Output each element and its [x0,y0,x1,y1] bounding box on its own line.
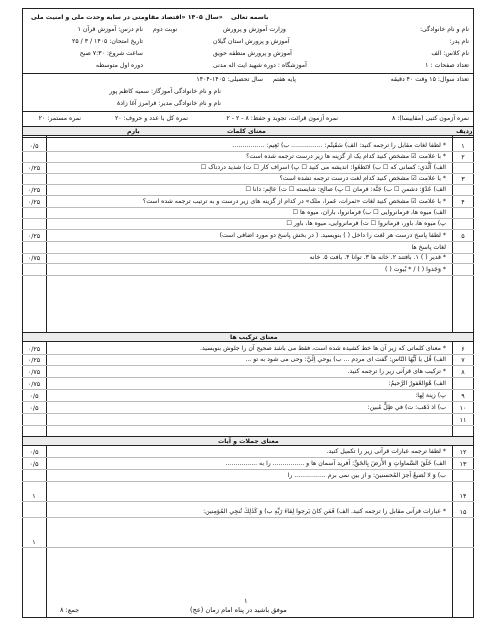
question-text: الف) عَدُوّ: دشمن ☐ ب) جَنَّة: فرمان ☐ پ) صالح: شایسته ☐ ت) عالِم: دانا ☐ [245,186,446,193]
question-number: ۲ [461,153,465,161]
row-divider [22,377,474,378]
question-score: ۰/۵ [29,404,39,412]
barom-header: بارم [127,128,140,135]
oral-score: نمره آزمون قرائت، تجوید و حفظ: ۸ - ۲ - ۲ [226,115,338,122]
question-number: ۱ [461,142,465,150]
row-divider [22,173,474,174]
column-title: معنای کلمات [227,128,266,135]
row-divider [22,457,474,458]
row-divider [22,517,474,518]
question-score: ۰/۵ [29,142,39,150]
father-name-label: نام پدر: [449,38,469,45]
question-score: ۰/۵ [29,392,39,400]
row-divider [22,207,474,208]
question-score: ۰/۷۵ [27,368,41,376]
question-text: * وَجَدوا ( ) / * بُیوت ( ) [384,266,446,273]
question-score: ۰/۲۵ [27,186,41,194]
question-text: * لطفا لغات مقابل را ترجمه کنید: الف) سَقَيتُم: ................ ب) نَعِيم: ................ [232,142,446,149]
question-score: ۰/۷۵ [27,254,41,262]
manager: نام و نام خانوادگی مدیر: فرامرز آغا زادهٔ [117,100,221,107]
question-number: ۱۱ [459,416,467,424]
continuous-score: نمره مستمر: ۲۰ [38,115,81,122]
radif-header: ردیف [456,128,473,135]
province: آموزش و پرورش استان گیلان [213,38,290,45]
row-divider [22,469,474,470]
question-score: ۰/۲۵ [27,232,41,240]
class-label: نام کلاس: الف [431,50,469,57]
course-level: دوره اول متوسطه [95,62,143,69]
question-text: ب) وَ لا تُضيعُ اَجرَ المُحسنينَ: و از بین نمی برم ................ را [287,472,446,479]
basmala: باسمه تعالی [231,14,269,21]
row-divider [22,241,474,242]
motto: سال ۱۴۰۵ «اقتصاد مقاومتی در سایه وحدت ملی و امنیت ملی» [31,14,223,21]
total-score: جمع: ۸ [60,606,80,614]
exam-date: تاریخ امتحان: ۱۴۰۵ / ۳ / ۲۵ [72,38,143,45]
question-score: ۰/۲۵ [27,345,41,353]
row-divider [22,263,474,264]
page-number: ۱ [244,597,248,605]
question-score: ۰/۲۵ [27,198,41,206]
question-text: * لطفا پاسخ درست هر لغت را داخل ( ) بنویسید. ( در بخش پاسخ دو مورد اضافی است) [219,232,446,239]
row-divider [22,275,474,276]
question-text: * عبارات قرآنی مقابل را ترجمه کنید. الف) فَمَن كانَ يَرجوا لِقاءَ رَبِّهِ ب) وَ كَذٰلِكَ نُنجِي المُؤمِنين: [203,508,446,515]
exam-header [22,8,474,138]
designer: نام و نام خانوادگی آموزگار: سمیه کاظم پور [109,88,221,95]
question-text: * قدیر ( ) ۱. بافتند ۲. خانه ها ۳. توانا ۴. بافت ۵. خانه [309,254,446,261]
question-text: * لطفا ترجمه عبارات قرآنی زیر را تکمیل کنید. [326,448,446,455]
question-number: ۱۳ [459,460,467,468]
row-divider [22,425,474,426]
question-score: ۰/۷۵ [27,380,41,388]
question-text: الف) خَلَقَ السَّماواتِ وَ الأَرضَ بِالحَقِّ: آفرید آسمان ها و ................ را به ................ [225,460,446,467]
question-number: ۱۲ [459,448,467,456]
grade: پایه هفتم [273,76,296,83]
question-text: الف) قُل يا اَيُّهَا النّاس: گفت ای مردم ... ب) يوحي اِلَيَّ: وحی می شود به تو ... [245,356,446,363]
question-number: ۱۵ [459,508,467,516]
row-divider [22,151,474,152]
row-divider [22,195,474,196]
row-divider [22,184,474,185]
page-count: تعداد صفحات : ۱ [425,62,469,69]
question-text: * ترکیب های قرآنی زیر را ترجمه کنید. [347,368,446,375]
question-number: ۸ [461,368,465,376]
start-time: ساعت شروع: ۷:۳۰ صبح [79,50,143,57]
question-score: ۰/۲۵ [27,356,41,364]
row-divider [22,501,474,502]
question-text: الف) هُوَالغَفورُ الرَّحيمُ: [388,380,446,387]
question-text: پ) زینة لِها: [415,392,446,399]
row-divider [22,547,474,548]
question-number: ۶ [461,345,465,353]
question-text: الف) اَلَّذي: کسانی که ☐ ب) لاتَطغَوا: اندیشه می کنید ☐ پ) اسراف کار ☐ ت) شدید دردناک ☐ [200,164,446,171]
section-combos-title: معنای ترکیب ها [230,334,278,341]
ministry: وزارت آموزش و پرورش [223,26,286,33]
exam-sheet [22,8,474,618]
total-score-words: نمره کل با عدد و حروف: ۲۰ [114,115,188,122]
question-text: الف) میوه ها، فرمانروایی ☐ ب) فرمانروا، باران، میوه ها ☐ [292,209,446,216]
question-text: * معنای کلماتی که زیر آن ها خط کشیده شده است، فقط می باشد صحیح آن را جلوش بنویسید. [200,345,446,352]
section-sentences-title: معنای جملات و آیات [218,438,279,445]
question-number: ۹ [461,392,465,400]
row-divider [22,218,474,219]
school-year: سال تحصیلی: ۱۴۰۵-۱۴۰۴ [196,76,263,83]
question-score: ۱ [32,538,36,546]
written-score: نمره آزمون کتبی (مقاییسا): ۸ [392,115,469,122]
question-score: ۰/۵ [29,448,39,456]
region: آموزش و پرورش منطقه حویق [213,50,292,57]
question-number: ۱۴ [459,492,467,500]
lesson-name: نام درس: آموزش قرآن ۱ [77,26,143,33]
question-text: * با علامت ☑ مشخص کنید کدام لغت درست ترجمه نشده است؟ [279,175,446,182]
question-text: ب) اذ ذَهَب: ت) في ظِلٍّ مُبين: [367,404,446,411]
exam-turn: نوبت دوم [153,26,178,33]
question-text: * با علامت ☑ مشخص کنید لغات «ثمرات، غمرا، ملک» در کدام از گزینه های زیر درست و به ترتیب ترجمه شده است؟ [142,198,446,205]
question-score: ۰/۲۵ [27,164,41,172]
row-divider [22,354,474,355]
school: آموزشگاه : دوره شهید ایت اله مدنی [213,62,307,69]
question-number: ۵ [461,232,465,240]
question-number: ۱۰ [459,404,467,412]
question-number: ۷ [461,356,465,364]
row-divider [22,481,474,482]
question-number: ۴ [461,198,465,206]
question-text: لغات پاسخ ها [411,244,446,251]
row-divider [22,229,474,230]
question-number: ۳ [461,175,465,183]
row-divider [22,389,474,390]
closing-wish: موفق باشید در پناه امام زمان (عج) [190,606,287,614]
student-name-label: نام و نام خانوادگی: [419,26,469,33]
row-divider [22,365,474,366]
question-text: * با علامت ☑ مشخص کنید کدام یک از گزینه ها زیر درست ترجمه شده است؟ [246,153,446,160]
row-divider [22,413,474,414]
question-score: ۱ [32,492,36,500]
question-text: پ) میوه ها، باور، فرمانروا ☐ ت) فرمانروایی، میوه ها، باور ☐ [286,220,446,227]
row-divider [22,162,474,163]
row-divider [22,401,474,402]
question-score: ۰/۵ [29,460,39,468]
duration: تعداد سوال: ۱۵ وقت ۴۰ دقیقه [390,76,469,83]
